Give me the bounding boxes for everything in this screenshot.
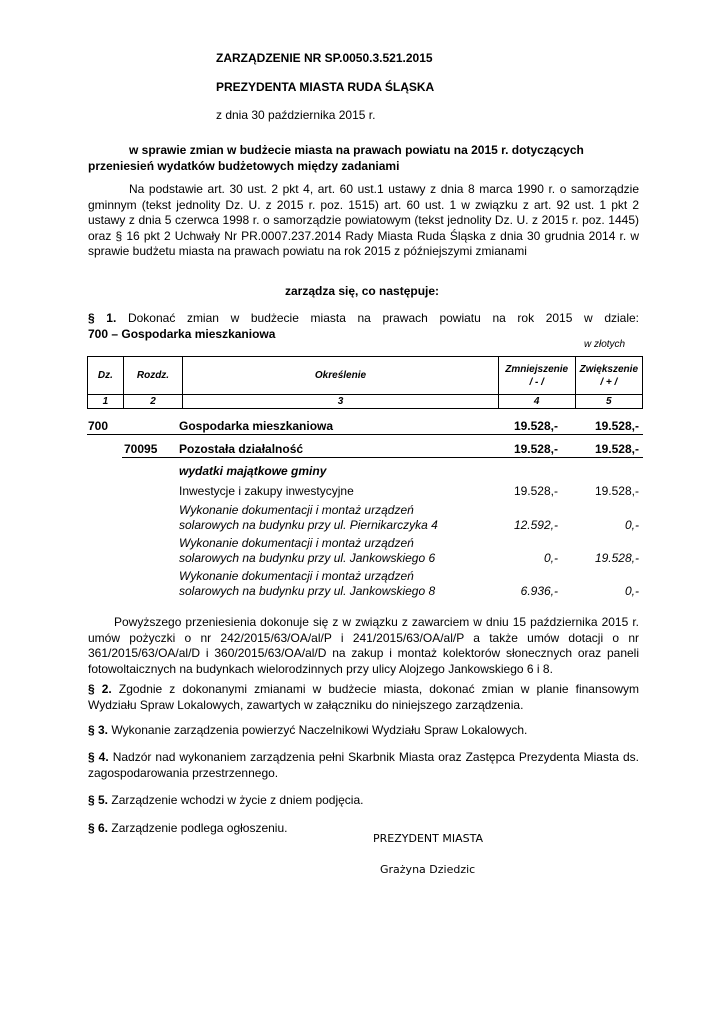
section-3-mark: § 3. <box>88 723 109 737</box>
header-zwiekszenie-sign: / + / <box>600 376 618 388</box>
section-5-text: Zarządzenie wchodzi w życie z dniem podjęcia. <box>111 793 364 807</box>
header-zmniejszenie <box>498 357 575 395</box>
task-3-description <box>179 569 435 599</box>
dept-increase: 19.528,- <box>594 419 639 433</box>
section-1-mark: § 1. <box>88 311 117 325</box>
task-2-increase: 19.528,- <box>594 551 639 565</box>
chapter-increase: 19.528,- <box>594 442 639 456</box>
expense-category: wydatki majątkowe gminy <box>179 464 327 478</box>
chapter-row-divider <box>122 457 643 458</box>
section-2 <box>88 682 639 713</box>
group-increase: 19.528,- <box>594 484 639 498</box>
chapter-code: 70095 <box>124 442 158 456</box>
header-zwiekszenie <box>575 357 642 395</box>
header-okreslenie: Określenie <box>183 357 499 395</box>
header-zmniejszenie-sign: / - / <box>529 376 544 388</box>
task-3-increase: 0,- <box>624 584 639 598</box>
task-1-increase: 0,- <box>624 518 639 532</box>
legal-basis: Na podstawie art. 30 ust. 2 pkt 4, art. 60 ust.1 ustawy z dnia 8 marca 1990 r. o samorządzie gminnym (tekst jednolity Dz. U. z 2015 r. poz. 1515) art. 60 ust. 1 w związku z art. 92 ust. 1 pkt 2 ustawy z dnia 5 czerwca 1998 r. o samorządzie powiatowym (tekst jednolity Dz. U. z 2015 r. poz. 1445) oraz § 16 pkt 2 Uchwały Nr PR.0007.237.2014 Rady Miasta Ruda Śląska z dnia 30 grudnia 2014 r. w sprawie budżetu miasta na prawach powiatu na rok 2015 z późniejszymi zmianami <box>88 182 639 258</box>
header-rozdz: Rozdz. <box>123 357 183 395</box>
section-5 <box>88 793 639 809</box>
section-4-text: Nadzór nad wykonaniem zarządzenia pełni Skarbnik Miasta oraz Zastępca Prezydenta Miasta ds. zagospodarowania przestrzennego. <box>88 750 639 780</box>
task-3-line-1: Wykonanie dokumentacji i montaż urządzeń <box>179 569 414 583</box>
signature-name: Grażyna Dziedzic <box>380 863 476 876</box>
section-2-text: Zgodnie z dokonanymi zmianami w budżecie miasta, dokonać zmian w planie finansowym Wydziału Spraw Lokalowych, zawartych w załączniku do niniejszego zarządzenia. <box>88 682 639 712</box>
subject-line-2: przeniesień wydatków budżetowych między zadaniami <box>88 158 400 173</box>
section-4 <box>88 750 639 781</box>
section-1-department: 700 – Gospodarka mieszkaniowa <box>88 326 276 341</box>
task-2-line-2: solarowych na budynku przy ul. Jankowskiego 6 <box>179 551 436 565</box>
table-number-row <box>88 395 643 409</box>
section-4-mark: § 4. <box>88 750 109 764</box>
section-5-mark: § 5. <box>88 793 109 807</box>
task-2-decrease: 0,- <box>543 551 558 565</box>
document-title: ZARZĄDZENIE NR SP.0050.3.521.2015 <box>216 51 433 65</box>
group-decrease: 19.528,- <box>513 484 558 498</box>
justification: Powyższego przeniesienia dokonuje się z w związku z zawarciem w dniu 15 października 2015 r. umów pożyczki o nr 242/2015/63/OA/al/P i 241/2015/63/OA/al/P a także umów dotacji o nr 361/2015/63/OA/al/D i 360/2015/63/OA/al/D na zakup i montaż kolektorów słonecznych oraz paneli fotowoltaicznych na budynkach wielorodzinnych przy ulicy Alojzego Jankowskiego 6 i 8. <box>88 615 639 676</box>
col-number-1: 1 <box>88 395 124 409</box>
col-number-5: 5 <box>575 395 642 409</box>
header-zmniejszenie-label: Zmniejszenie <box>505 363 569 375</box>
chapter-decrease: 19.528,- <box>513 442 558 456</box>
col-number-4: 4 <box>498 395 575 409</box>
issuing-authority: PREZYDENTA MIASTA RUDA ŚLĄSKA <box>216 80 435 94</box>
task-1-decrease: 12.592,- <box>513 518 558 532</box>
dept-code: 700 <box>88 419 109 433</box>
document-date: z dnia 30 października 2015 r. <box>216 108 376 122</box>
budget-table-header <box>87 356 643 409</box>
subject-line-1: w sprawie zmian w budżecie miasta na prawach powiatu na 2015 r. dotyczących <box>129 143 584 157</box>
section-1-line <box>88 311 639 327</box>
task-1-line-1: Wykonanie dokumentacji i montaż urządzeń <box>179 503 414 517</box>
currency-note: w złotych <box>584 339 626 350</box>
section-1-text: Dokonać zmian w budżecie miasta na prawach powiatu na rok 2015 w dziale: <box>127 311 640 325</box>
task-2-description <box>179 536 435 566</box>
section-2-mark: § 2. <box>88 682 112 696</box>
task-2-line-1: Wykonanie dokumentacji i montaż urządzeń <box>179 536 414 550</box>
section-6-mark: § 6. <box>88 821 109 835</box>
decree-phrase: zarządza się, co następuje: <box>285 284 440 298</box>
table-header-row <box>88 357 643 395</box>
signature-title: PREZYDENT MIASTA <box>373 832 483 845</box>
dept-row-divider <box>87 434 643 435</box>
section-1 <box>88 311 639 342</box>
task-3-line-2: solarowych na budynku przy ul. Jankowskiego 8 <box>179 584 436 598</box>
section-3 <box>88 723 639 739</box>
task-3-decrease: 6.936,- <box>520 584 558 598</box>
section-6-text: Zarządzenie podlega ogłoszeniu. <box>111 821 288 835</box>
task-1-line-2: solarowych na budynku przy ul. Piernikarczyka 4 <box>179 518 438 532</box>
col-number-3: 3 <box>183 395 499 409</box>
header-zwiekszenie-label: Zwiększenie <box>579 363 638 375</box>
dept-decrease: 19.528,- <box>513 419 558 433</box>
section-3-text: Wykonanie zarządzenia powierzyć Naczelnikowi Wydziału Spraw Lokalowych. <box>111 723 528 737</box>
col-number-2: 2 <box>123 395 183 409</box>
header-dz: Dz. <box>88 357 124 395</box>
task-1-description <box>179 503 438 533</box>
chapter-name: Pozostała działalność <box>179 442 304 456</box>
group-name: Inwestycje i zakupy inwestycyjne <box>179 484 354 498</box>
dept-name: Gospodarka mieszkaniowa <box>179 419 334 433</box>
section-6 <box>88 821 639 837</box>
